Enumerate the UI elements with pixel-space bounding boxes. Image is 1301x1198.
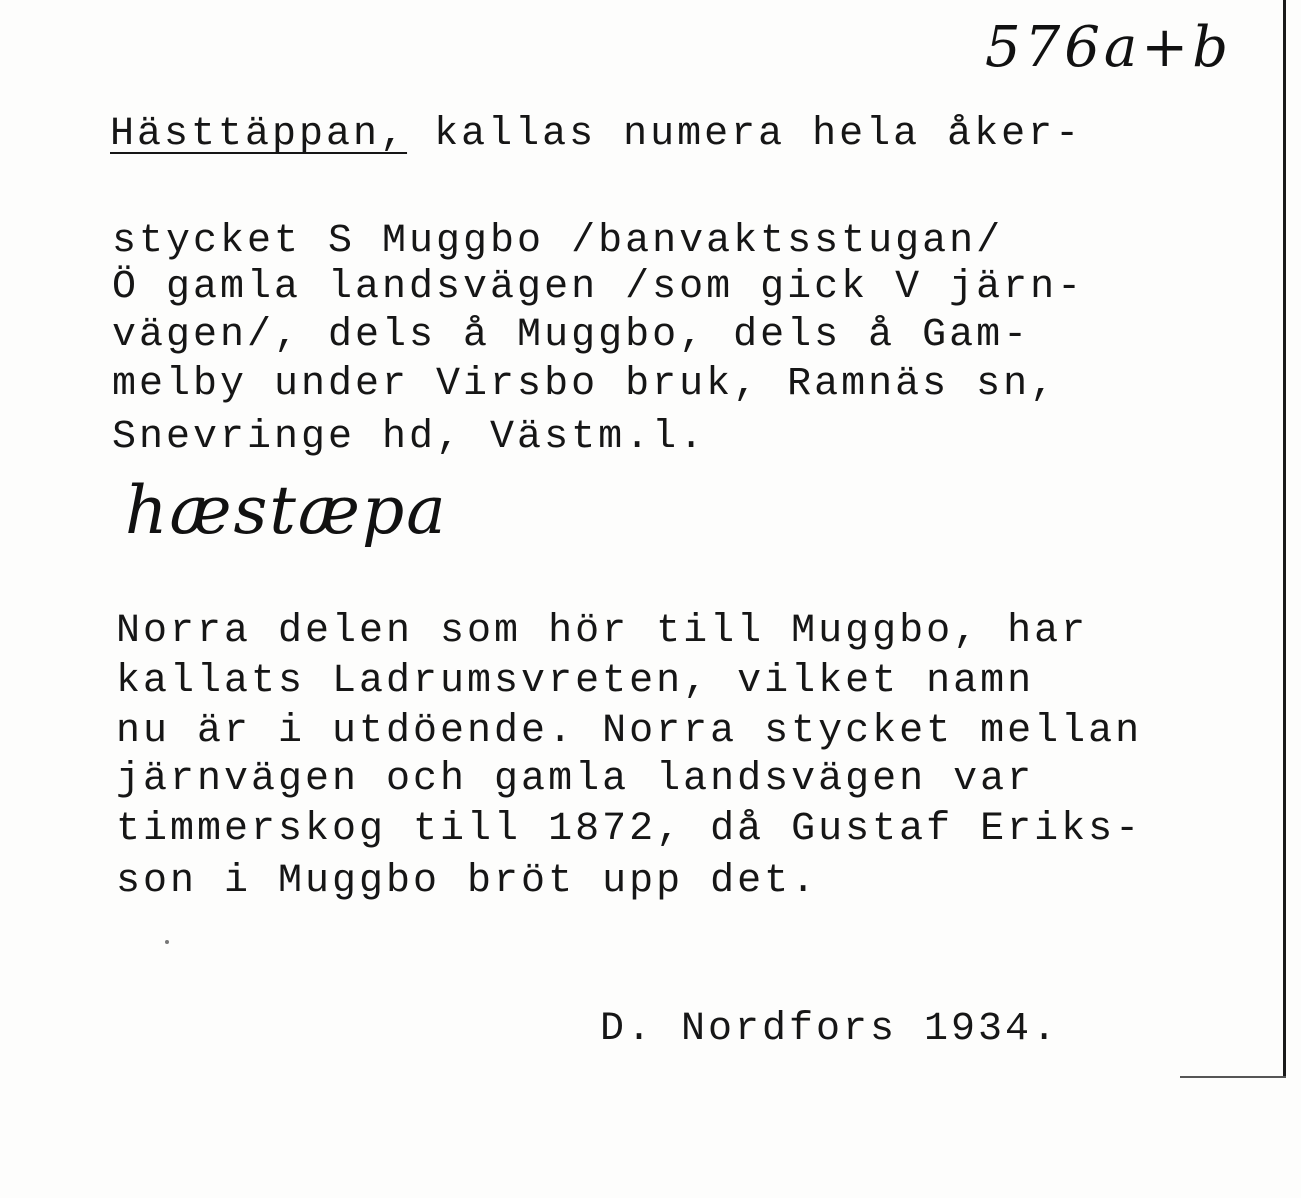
paragraph2-line-2: kallats Ladrumsvreten, vilket namn [116, 659, 1035, 704]
paragraph2-line-5: timmerskog till 1872, då Gustaf Eriks- [116, 807, 1143, 852]
paragraph1-line-1: stycket S Muggbo /banvaktsstugan/ [112, 219, 1004, 264]
card-number: 576a+b [985, 15, 1233, 80]
paragraph1-line-5: Snevringe hd, Västm.l. [112, 415, 707, 460]
paragraph2-line-4: järnvägen och gamla landsvägen var [116, 757, 1035, 802]
paragraph1-line-2: Ö gamla landsvägen /som gick V järn- [112, 265, 1085, 310]
card-right-edge [1283, 0, 1286, 1078]
paper-speck [165, 940, 169, 944]
heading-line [110, 112, 1083, 157]
paragraph1-line-4: melby under Virsbo bruk, Ramnäs sn, [112, 362, 1058, 407]
paragraph2-line-6: son i Muggbo bröt upp det. [116, 859, 819, 904]
signature: D. Nordfors 1934. [600, 1007, 1060, 1052]
pronunciation: hæstæpa [125, 472, 448, 549]
place-name: Hästtäppan, [110, 112, 408, 157]
paragraph2-line-1: Norra delen som hör till Muggbo, har [116, 609, 1089, 654]
paragraph1-line-3: vägen/, dels å Muggbo, dels å Gam- [112, 313, 1031, 358]
card-bottom-edge [1180, 1076, 1286, 1078]
heading-rest: kallas numera hela åker- [434, 112, 1083, 157]
paragraph2-line-3: nu är i utdöende. Norra stycket mellan [116, 709, 1143, 754]
